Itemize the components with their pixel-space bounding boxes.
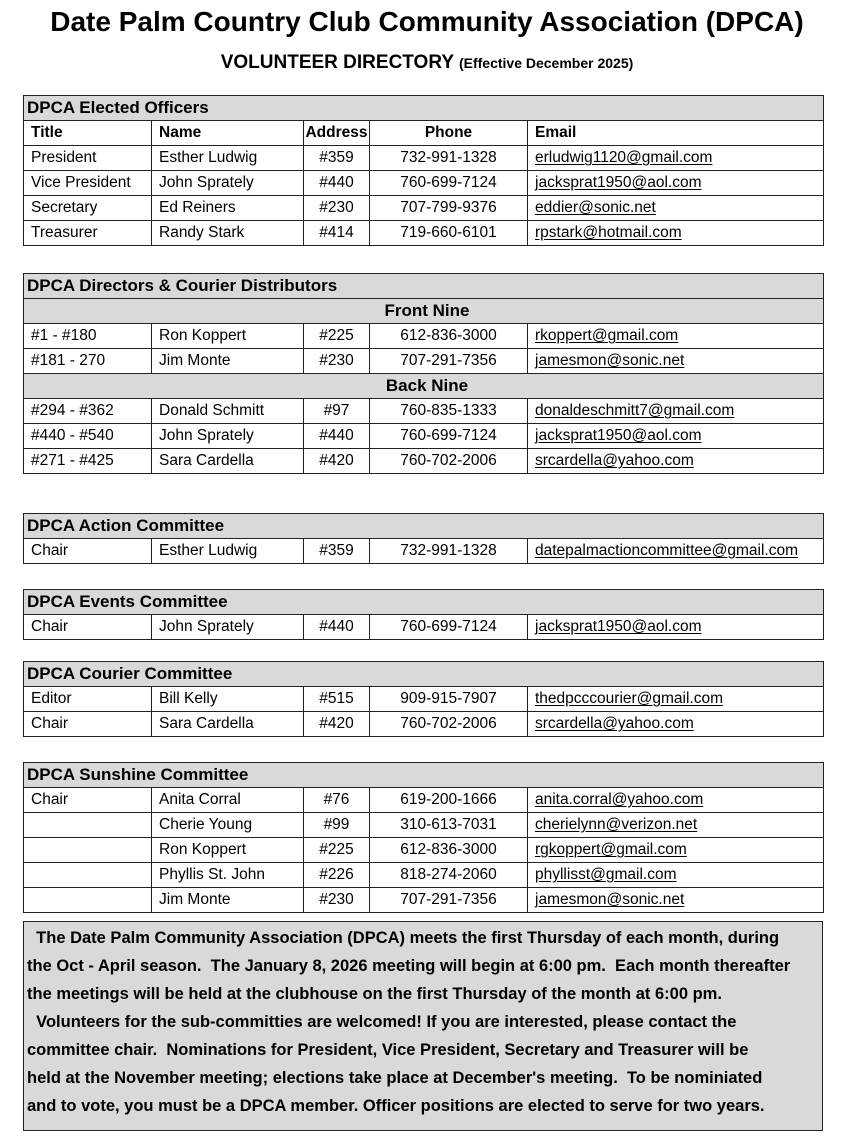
cell-phone: 760-702-2006: [370, 449, 528, 474]
column-header-email: Email: [528, 121, 824, 146]
cell-address: #440: [304, 424, 370, 449]
sunshine-committee-table: [23, 762, 824, 913]
table-row: [24, 539, 824, 564]
page-title: Date Palm Country Club Community Association (DPCA): [50, 6, 804, 37]
section-heading: DPCA Elected Officers: [24, 96, 824, 121]
cell-phone: 619-200-1666: [370, 788, 528, 813]
cell-email[interactable]: srcardella@yahoo.com: [528, 449, 824, 474]
events-committee-table: [23, 589, 824, 640]
cell-email[interactable]: cherielynn@verizon.net: [528, 813, 824, 838]
directors-table: [23, 273, 824, 474]
cell-name: John Sprately: [152, 171, 304, 196]
cell-phone: 909-915-7907: [370, 687, 528, 712]
cell-role: [24, 863, 152, 888]
cell-address: #230: [304, 196, 370, 221]
table-row: [24, 863, 824, 888]
cell-address: #440: [304, 615, 370, 640]
notes-line: Volunteers for the sub-committies are welcomed! If you are interested, please contact the: [27, 1013, 737, 1031]
cell-phone: 707-291-7356: [370, 888, 528, 913]
section-heading: DPCA Directors & Courier Distributors: [24, 274, 824, 299]
cell-email[interactable]: eddier@sonic.net: [528, 196, 824, 221]
cell-phone: 818-274-2060: [370, 863, 528, 888]
cell-phone: 612-836-3000: [370, 324, 528, 349]
cell-role: Chair: [24, 712, 152, 737]
cell-role: Vice President: [24, 171, 152, 196]
cell-address: #99: [304, 813, 370, 838]
cell-name: Donald Schmitt: [152, 399, 304, 424]
cell-name: Jim Monte: [152, 888, 304, 913]
cell-email[interactable]: jacksprat1950@aol.com: [528, 424, 824, 449]
section-heading: DPCA Action Committee: [24, 514, 824, 539]
cell-phone: 719-660-6101: [370, 221, 528, 246]
cell-address: #420: [304, 449, 370, 474]
table-row: [24, 399, 824, 424]
cell-email[interactable]: donaldeschmitt7@gmail.com: [528, 399, 824, 424]
cell-role: Chair: [24, 615, 152, 640]
cell-address: #359: [304, 146, 370, 171]
cell-name: Esther Ludwig: [152, 539, 304, 564]
cell-role: Chair: [24, 539, 152, 564]
cell-phone: 760-699-7124: [370, 424, 528, 449]
cell-name: Jim Monte: [152, 349, 304, 374]
cell-name: Sara Cardella: [152, 449, 304, 474]
cell-name: Cherie Young: [152, 813, 304, 838]
cell-role: Chair: [24, 788, 152, 813]
table-row: [24, 424, 824, 449]
cell-role: [24, 813, 152, 838]
cell-phone: 760-699-7124: [370, 171, 528, 196]
cell-address: #359: [304, 539, 370, 564]
notes-line: the Oct - April season. The January 8, 2026 meeting will begin at 6:00 pm. Each month thereafter: [27, 957, 791, 975]
notes-line: committee chair. Nominations for President, Vice President, Secretary and Treasurer will be: [27, 1041, 749, 1059]
cell-phone: 732-991-1328: [370, 539, 528, 564]
cell-name: Esther Ludwig: [152, 146, 304, 171]
cell-name: Ron Koppert: [152, 324, 304, 349]
table-row: [24, 687, 824, 712]
meeting-notes: [23, 921, 823, 1131]
cell-name: Bill Kelly: [152, 687, 304, 712]
notes-line: The Date Palm Community Association (DPCA) meets the first Thursday of each month, during: [27, 929, 780, 947]
cell-phone: 732-991-1328: [370, 146, 528, 171]
cell-address: #515: [304, 687, 370, 712]
cell-name: John Sprately: [152, 615, 304, 640]
cell-phone: 612-836-3000: [370, 838, 528, 863]
cell-name: Sara Cardella: [152, 712, 304, 737]
column-header-address: Address: [304, 121, 370, 146]
table-row: [24, 788, 824, 813]
table-row: [24, 712, 824, 737]
cell-email[interactable]: jacksprat1950@aol.com: [528, 171, 824, 196]
section-heading: DPCA Events Committee: [24, 590, 824, 615]
cell-email[interactable]: srcardella@yahoo.com: [528, 712, 824, 737]
table-row: [24, 813, 824, 838]
cell-address: #440: [304, 171, 370, 196]
cell-address: #230: [304, 888, 370, 913]
cell-email[interactable]: erludwig1120@gmail.com: [528, 146, 824, 171]
table-row: [24, 349, 824, 374]
notes-line: and to vote, you must be a DPCA member. Officer positions are elected to serve for two years.: [27, 1097, 765, 1115]
column-header-name: Name: [152, 121, 304, 146]
cell-address: #225: [304, 838, 370, 863]
cell-address: #226: [304, 863, 370, 888]
table-row: [24, 888, 824, 913]
courier-committee-table: [23, 661, 824, 737]
cell-address: #225: [304, 324, 370, 349]
cell-phone: 707-291-7356: [370, 349, 528, 374]
action-committee-table: [23, 513, 824, 564]
section-heading: DPCA Sunshine Committee: [24, 763, 824, 788]
table-row: [24, 449, 824, 474]
cell-role: [24, 838, 152, 863]
table-row: [24, 324, 824, 349]
cell-email[interactable]: datepalmactioncommittee@gmail.com: [528, 539, 824, 564]
cell-role: #181 - 270: [24, 349, 152, 374]
cell-role: Treasurer: [24, 221, 152, 246]
notes-line: held at the November meeting; elections take place at December's meeting. To be nominiated: [27, 1069, 763, 1087]
table-row: [24, 838, 824, 863]
cell-role: Secretary: [24, 196, 152, 221]
table-row: [24, 196, 824, 221]
cell-address: #230: [304, 349, 370, 374]
subtitle-main: VOLUNTEER DIRECTORY: [220, 52, 454, 73]
officers-table: [23, 95, 824, 246]
column-header-phone: Phone: [370, 121, 528, 146]
cell-address: #76: [304, 788, 370, 813]
cell-role: Editor: [24, 687, 152, 712]
table-row: [24, 615, 824, 640]
cell-role: #294 - #362: [24, 399, 152, 424]
page-subtitle: [0, 50, 854, 76]
cell-role: #1 - #180: [24, 324, 152, 349]
notes-line: the meetings will be held at the clubhouse on the first Thursday of the month at 6:00 pm.: [27, 985, 722, 1003]
cell-name: Ed Reiners: [152, 196, 304, 221]
cell-name: Randy Stark: [152, 221, 304, 246]
cell-phone: 760-835-1333: [370, 399, 528, 424]
cell-name: John Sprately: [152, 424, 304, 449]
cell-email[interactable]: anita.corral@yahoo.com: [528, 788, 824, 813]
front-nine-label: Front Nine: [24, 299, 824, 324]
cell-email[interactable]: jamesmon@sonic.net: [528, 349, 824, 374]
cell-email[interactable]: jamesmon@sonic.net: [528, 888, 824, 913]
section-heading: DPCA Courier Committee: [24, 662, 824, 687]
cell-role: #440 - #540: [24, 424, 152, 449]
cell-phone: 760-702-2006: [370, 712, 528, 737]
cell-role: President: [24, 146, 152, 171]
cell-role: #271 - #425: [24, 449, 152, 474]
cell-phone: 310-613-7031: [370, 813, 528, 838]
cell-email[interactable]: rpstark@hotmail.com: [528, 221, 824, 246]
cell-address: #420: [304, 712, 370, 737]
table-row: [24, 171, 824, 196]
cell-name: Phyllis St. John: [152, 863, 304, 888]
cell-address: #97: [304, 399, 370, 424]
cell-phone: 707-799-9376: [370, 196, 528, 221]
cell-address: #414: [304, 221, 370, 246]
cell-role: [24, 888, 152, 913]
back-nine-label: Back Nine: [24, 374, 824, 399]
cell-email[interactable]: phyllisst@gmail.com: [528, 863, 824, 888]
table-row: [24, 221, 824, 246]
cell-email[interactable]: thedpcccourier@gmail.com: [528, 687, 824, 712]
cell-name: Anita Corral: [152, 788, 304, 813]
column-header-title: Title: [24, 121, 152, 146]
cell-phone: 760-699-7124: [370, 615, 528, 640]
table-row: [24, 146, 824, 171]
cell-name: Ron Koppert: [152, 838, 304, 863]
cell-email[interactable]: rgkoppert@gmail.com: [528, 838, 824, 863]
subtitle-effective-date: (Effective December 2025): [458, 55, 634, 71]
cell-email[interactable]: rkoppert@gmail.com: [528, 324, 824, 349]
cell-email[interactable]: jacksprat1950@aol.com: [528, 615, 824, 640]
